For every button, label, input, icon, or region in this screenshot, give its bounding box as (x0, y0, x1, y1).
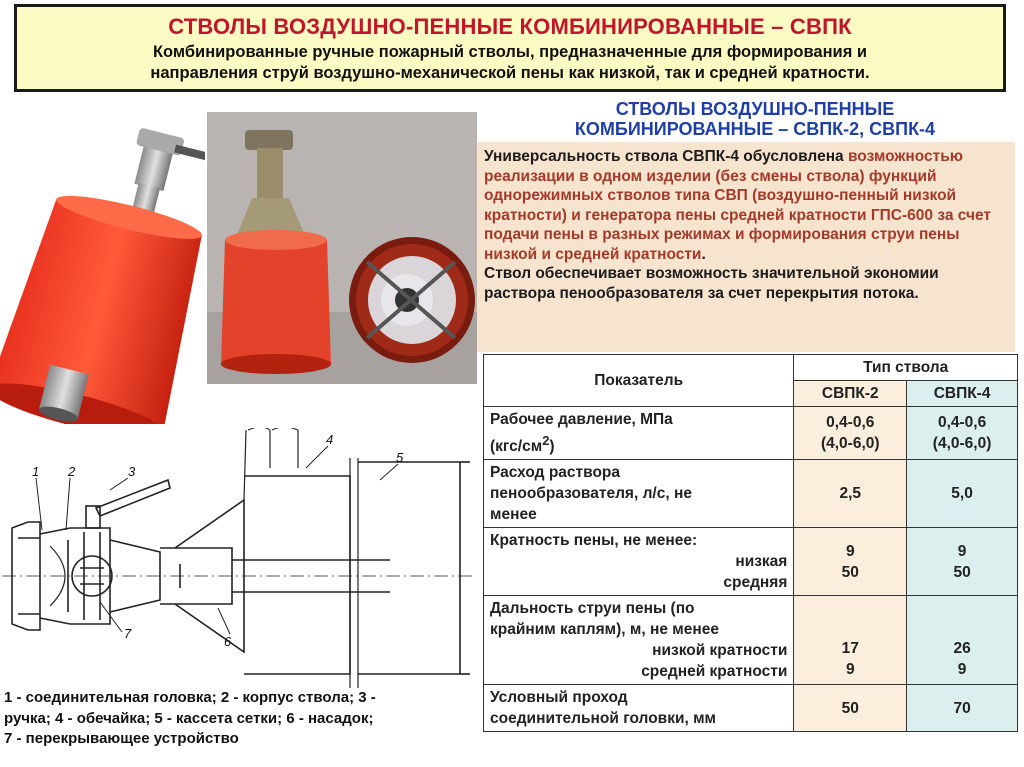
range-svpk4 (907, 596, 1018, 685)
expansion-svpk2-low: 9 (845, 542, 855, 560)
table-row (484, 528, 1018, 596)
nozzle-photo-left-illustration (0, 112, 205, 424)
flow-svpk2: 2,5 (794, 460, 907, 528)
header-banner (14, 4, 1006, 92)
row-flow-label (484, 460, 794, 528)
section-subtitle (520, 99, 990, 139)
range-svpk4-low: 26 (953, 640, 971, 658)
range-label-low: низкой кратности (652, 642, 788, 660)
header-svpk4: СВПК-4 (907, 381, 1018, 407)
callout-7: 7 (124, 626, 132, 641)
expansion-label-medium: средняя (723, 574, 788, 592)
pressure-label-line-1: Рабочее давление, МПа (490, 411, 673, 428)
expansion-svpk4-low: 9 (957, 542, 967, 560)
flow-label-line-1: Расход раствора (490, 464, 620, 482)
pressure-svpk4-kgs: (4,0-6,0) (932, 435, 992, 453)
pressure-svpk2 (794, 407, 907, 460)
section-subtitle-line-1: СТВОЛЫ ВОЗДУШНО-ПЕННЫЕ (615, 99, 895, 119)
table-header-row (484, 355, 1018, 381)
table-row (484, 460, 1018, 528)
legend-line-1: 1 - соединительная головка; 2 - корпус ствола; 3 - (4, 689, 376, 706)
callout-2: 2 (68, 464, 76, 479)
header-description (17, 42, 1003, 84)
flow-label-line-2: пенообразователя, л/с, не (490, 485, 692, 503)
callout-6: 6 (224, 634, 232, 649)
expansion-svpk4-medium: 50 (953, 563, 971, 581)
legend-line-2: ручка; 4 - обечайка; 5 - кассета сетки; 6 - насадок; (4, 709, 374, 727)
header-indicator: Показатель (484, 355, 794, 407)
bore-svpk2: 50 (794, 685, 907, 732)
pressure-label-line-2: (кгс/см (490, 438, 543, 456)
table-row (484, 407, 1018, 460)
range-svpk2-medium: 9 (845, 661, 855, 679)
range-label-medium: средней кратности (641, 663, 788, 681)
section-subtitle-line-2: КОМБИНИРОВАННЫЕ – СВПК-2, СВПК-4 (574, 119, 936, 139)
pressure-svpk4 (907, 407, 1018, 460)
bore-label-line-1: Условный проход (490, 689, 628, 707)
expansion-svpk4 (907, 528, 1018, 596)
range-label-line-1: Дальность струи пены (по (490, 600, 695, 618)
range-svpk4-medium: 9 (957, 661, 967, 679)
bore-svpk4: 70 (907, 685, 1018, 732)
row-expansion-label (484, 528, 794, 596)
description-p1-rest: возможностью реализации в одном изделии (без смены ствола) функций однорежимных стволов типа СВП (воздушно-пенный низкой кратности) и генератора пены средней кратности ГПС-600 за счет подачи пены в разных режимах и формирования струи пены низкой и средней кратности (484, 148, 991, 263)
nozzle-photo-left (0, 112, 205, 424)
callout-4: 4 (326, 432, 334, 447)
pressure-svpk4-mpa: 0,4-0,6 (937, 414, 987, 432)
row-range-label (484, 596, 794, 685)
callout-5: 5 (396, 450, 404, 465)
expansion-svpk2-medium: 50 (841, 563, 859, 581)
pressure-label-end: ) (549, 438, 555, 456)
range-svpk2-low: 17 (841, 640, 859, 658)
expansion-label-low: низкая (735, 553, 788, 571)
description-paragraph-2: Ствол обеспечивает возможность значительной экономии раствора пенообразователя за счет перекрытия потока. (484, 265, 939, 302)
row-bore-label (484, 685, 794, 732)
bore-label-line-2: соединительной головки, мм (490, 710, 717, 728)
flow-svpk4: 5,0 (907, 460, 1018, 528)
table-row (484, 685, 1018, 732)
expansion-label-line-1: Кратность пены, не менее: (490, 532, 698, 550)
callout-3: 3 (128, 464, 136, 479)
header-description-line-1: Комбинированные ручные пожарный стволы, предназначенные для формирования и (152, 43, 868, 61)
description-p1-start: Универсальность ствола СВПК-4 обусловлена (484, 148, 844, 165)
pressure-svpk2-mpa: 0,4-0,6 (826, 414, 875, 432)
range-label-line-2: крайним каплям), м, не менее (490, 621, 719, 639)
page-title: СТВОЛЫ ВОЗДУШНО-ПЕННЫЕ КОМБИНИРОВАННЫЕ – СВПК (168, 14, 852, 39)
header-type: Тип ствола (794, 355, 1018, 381)
spec-table (483, 354, 1018, 732)
description-paragraph-1 (484, 147, 1007, 264)
drawing-legend (4, 688, 488, 750)
legend-line-3: 7 - перекрывающее устройство (4, 730, 239, 747)
callout-1: 1 (32, 464, 40, 479)
header-svpk2: СВПК-2 (794, 381, 907, 407)
flow-label-line-3: менее (490, 506, 537, 524)
description-panel (477, 142, 1015, 352)
table-row (484, 596, 1018, 685)
description-p1-end: . (701, 245, 706, 263)
pressure-svpk2-kgs: (4,0-6,0) (820, 435, 880, 453)
nozzle-photo-right-illustration (207, 112, 477, 384)
pressure-label-sup: 2 (542, 433, 550, 448)
expansion-svpk2 (794, 528, 907, 596)
header-description-line-2: направления струй воздушно-механической пены как низкой, так и средней кратности. (150, 64, 870, 82)
technical-drawing (0, 428, 480, 688)
row-pressure-label (484, 407, 794, 460)
range-svpk2 (794, 596, 907, 685)
nozzle-photo-right (207, 112, 477, 384)
